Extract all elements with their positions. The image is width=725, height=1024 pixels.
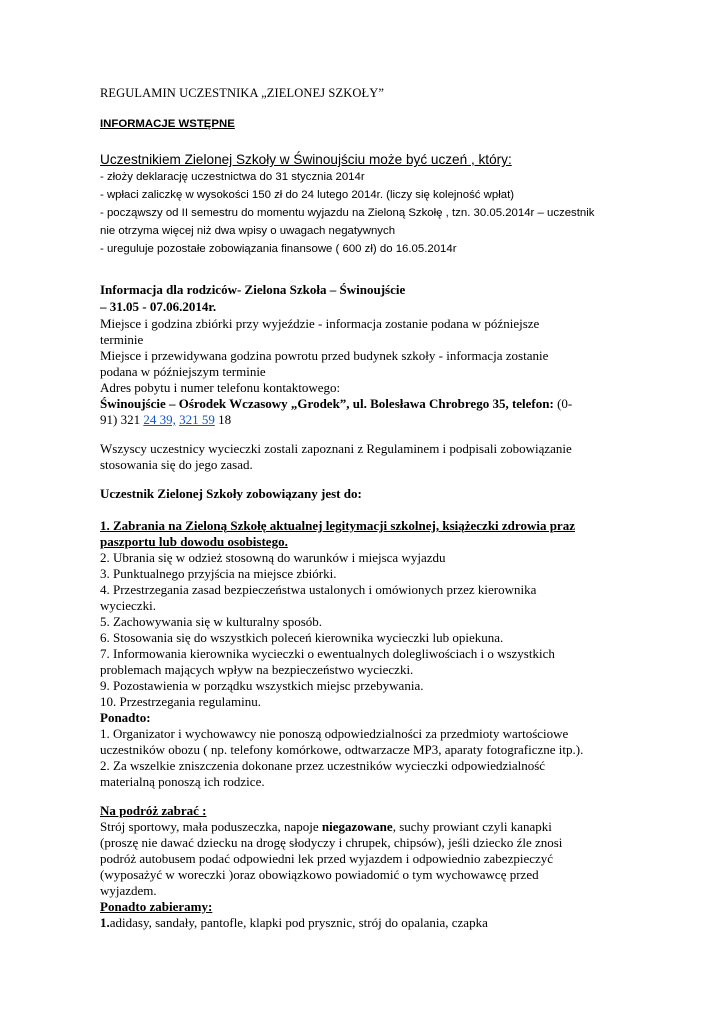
trip-line: (wyposażyć w woreczki )oraz obowiązkowo powiadomić o tym wychowawcę przed xyxy=(100,867,539,882)
obligation-item: 3. Punktualnego przyjścia na miejsce zbiórki. xyxy=(100,566,337,581)
parents-info-heading: Informacja dla rodziców- Zielona Szkoła – Świnoujście xyxy=(100,282,406,297)
obligation-item: problemach mających wpływ na bezpieczeństwo wycieczki. xyxy=(100,662,414,677)
eligibility-item: - ureguluje pozostałe zobowiązania finansowe ( 600 zł) do 16.05.2014r xyxy=(100,243,457,255)
additionally-heading: Ponadto: xyxy=(100,710,151,725)
phone-suffix: 18 xyxy=(214,412,232,427)
additionally-line: 1. Organizator i wychowawcy nie ponoszą odpowiedzialności za przedmioty wartościowe xyxy=(100,726,569,741)
phone-prefix: 91) 321 xyxy=(100,412,144,427)
obligation-item: 4. Przestrzegania zasad bezpieczeństwa ustalonych i omówionych przez kierownika xyxy=(100,582,537,597)
obligation-item-1-cont: paszportu lub dowodu osobistego. xyxy=(100,534,288,549)
trip-line: wyjazdem. xyxy=(100,883,157,898)
take-also-heading: Ponadto zabieramy: xyxy=(100,899,213,914)
phone-line xyxy=(100,412,231,428)
trip-line: podróż autobusem podać odpowiedni lek przed wyjazdem i odpowiednio zabezpieczyć xyxy=(100,851,554,866)
phone-link-1[interactable]: 24 39, xyxy=(143,412,176,427)
eligibility-item: - złoży deklarację uczestnictwa do 31 stycznia 2014r xyxy=(100,171,365,183)
parents-info-line: Adres pobytu i numer telefonu kontaktowego: xyxy=(100,380,341,395)
obligation-item-1: 1. Zabrania na Zieloną Szkołę aktualnej legitymacji szkolnej, książeczki zdrowia praz xyxy=(100,518,575,533)
additionally-line: materialną ponoszą ich rodzice. xyxy=(100,774,265,789)
obligation-item: 5. Zachowywania się w kulturalny sposób. xyxy=(100,614,323,629)
take-also-item xyxy=(100,915,488,931)
intro-heading: INFORMACJE WSTĘPNE xyxy=(100,118,235,130)
parents-info-line: podana w późniejszym terminie xyxy=(100,364,266,379)
acknowledgement-line: Wszyscy uczestnicy wycieczki zostali zapoznani z Regulaminem i podpisali zobowiązanie xyxy=(100,441,572,456)
trip-text: , suchy prowiant czyli kanapki xyxy=(392,819,552,834)
trip-heading: Na podróż zabrać : xyxy=(100,803,207,818)
document-title: REGULAMIN UCZESTNIKA „ZIELONEJ SZKOŁY” xyxy=(100,86,384,100)
parents-info-dates: – 31.05 - 07.06.2014r. xyxy=(100,299,217,314)
obligation-item: 7. Informowania kierownika wycieczki o ewentualnych dolegliwościach i o wszystkich xyxy=(100,646,555,661)
trip-line: (proszę nie dawać dziecku na drogę słodyczy i chrupek, chipsów), jeśli dziecko źle znosi xyxy=(100,835,563,850)
eligibility-heading: Uczestnikiem Zielonej Szkoły w Świnoujściu może być uczeń , który: xyxy=(100,152,512,167)
eligibility-item: - począwszy od II semestru do momentu wyjazdu na Zieloną Szkołę , tzn. 30.05.2014r – uczestnik xyxy=(100,207,595,219)
obligation-item: wycieczki. xyxy=(100,598,156,613)
address-text: Świnoujście – Ośrodek Wczasowy „Grodek”, ul. Bolesława Chrobrego 35, telefon: xyxy=(100,396,554,411)
address-line xyxy=(100,396,572,412)
trip-text: Strój sportowy, mała poduszeczka, napoje xyxy=(100,819,322,834)
obligation-item: 6. Stosowania się do wszystkich poleceń kierownika wycieczki lub opiekuna. xyxy=(100,630,504,645)
phone-link-2[interactable]: 321 59 xyxy=(179,412,215,427)
acknowledgement-line: stosowania się do jego zasad. xyxy=(100,457,253,472)
obligation-item: 9. Pozostawienia w porządku wszystkich miejsc przebywania. xyxy=(100,678,424,693)
take-also-text: adidasy, sandały, pantofle, klapki pod prysznic, strój do opalania, czapka xyxy=(109,915,488,930)
eligibility-item: - wpłaci zaliczkę w wysokości 150 zł do 24 lutego 2014r. (liczy się kolejność wpłat) xyxy=(100,189,515,201)
trip-emphasis: niegazowane xyxy=(321,819,393,834)
address-tail: (0- xyxy=(553,396,573,411)
additionally-line: 2. Za wszelkie zniszczenia dokonane przez uczestników wycieczki odpowiedzialność xyxy=(100,758,546,773)
obligations-heading: Uczestnik Zielonej Szkoły zobowiązany jest do: xyxy=(100,486,362,501)
eligibility-item: nie otrzyma więcej niż dwa wpisy o uwagach negatywnych xyxy=(100,225,396,237)
parents-info-line: terminie xyxy=(100,332,144,347)
obligation-item: 2. Ubrania się w odzież stosowną do warunków i miejsca wyjazdu xyxy=(100,550,446,565)
obligation-item: 10. Przestrzegania regulaminu. xyxy=(100,694,261,709)
parents-info-line: Miejsce i przewidywana godzina powrotu przed budynek szkoły - informacja zostanie xyxy=(100,348,549,363)
trip-line xyxy=(100,819,552,835)
take-also-number: 1. xyxy=(100,915,110,930)
additionally-line: uczestników obozu ( np. telefony komórkowe, odtwarzacze MP3, aparaty fotograficzne itp.). xyxy=(100,742,584,757)
parents-info-line: Miejsce i godzina zbiórki przy wyjeździe - informacja zostanie podana w późniejsze xyxy=(100,316,540,331)
